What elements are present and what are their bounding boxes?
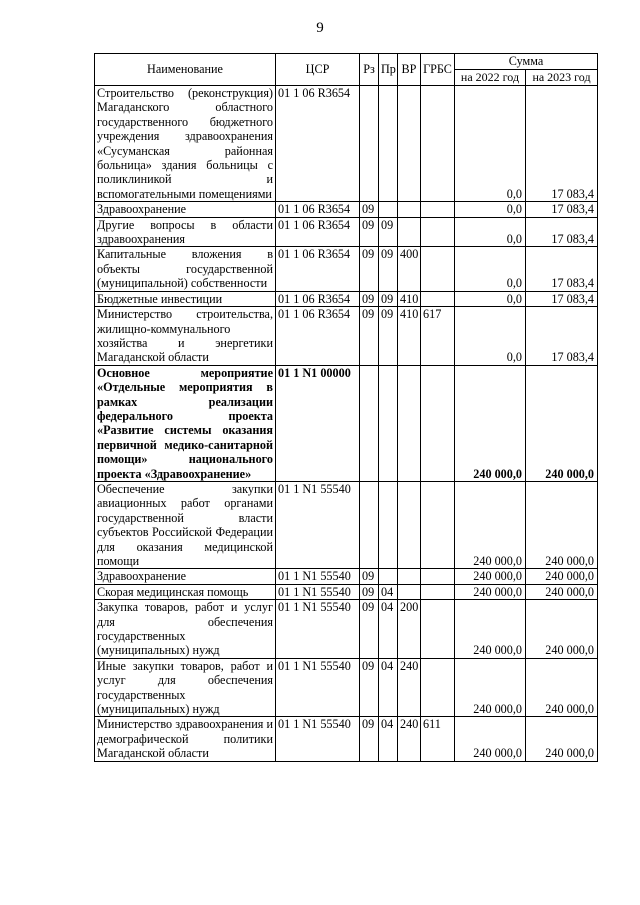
row-sum-2022: 240 000,0 [455, 658, 526, 717]
table-row [95, 569, 598, 584]
row-sum-2023: 240 000,0 [526, 569, 598, 584]
row-sum-2022: 240 000,0 [455, 365, 526, 481]
row-name: Министерство здравоохранения и демографической политики Магаданской области [95, 717, 276, 761]
row-name: Иные закупки товаров, работ и услуг для обеспечения государственных (муниципальных) нужд [95, 658, 276, 717]
row-csr: 01 1 N1 55540 [276, 481, 360, 568]
row-sum-2023: 17 083,4 [526, 247, 598, 291]
row-name: Закупка товаров, работ и услуг для обеспечения государственных (муниципальных) нужд [95, 600, 276, 659]
row-grbs: 611 [421, 717, 455, 761]
table-row [95, 291, 598, 306]
row-pr [379, 569, 398, 584]
table-row [95, 658, 598, 717]
row-name: Здравоохранение [95, 569, 276, 584]
row-csr: 01 1 N1 55540 [276, 717, 360, 761]
row-rz: 09 [360, 202, 379, 217]
row-grbs [421, 365, 455, 481]
row-vr: 400 [398, 247, 421, 291]
row-name: Бюджетные инвестиции [95, 291, 276, 306]
row-rz: 09 [360, 247, 379, 291]
row-rz: 09 [360, 291, 379, 306]
row-grbs [421, 600, 455, 659]
row-sum-2022: 240 000,0 [455, 584, 526, 599]
row-rz: 09 [360, 658, 379, 717]
row-rz [360, 86, 379, 202]
row-rz: 09 [360, 717, 379, 761]
budget-table [94, 53, 598, 762]
row-sum-2022: 0,0 [455, 86, 526, 202]
row-sum-2022: 240 000,0 [455, 600, 526, 659]
row-csr: 01 1 06 R3654 [276, 291, 360, 306]
row-rz [360, 365, 379, 481]
row-grbs [421, 658, 455, 717]
row-sum-2022: 0,0 [455, 307, 526, 366]
table-row [95, 247, 598, 291]
row-grbs [421, 569, 455, 584]
row-sum-2023: 240 000,0 [526, 584, 598, 599]
row-pr [379, 86, 398, 202]
row-pr: 09 [379, 291, 398, 306]
row-grbs: 617 [421, 307, 455, 366]
row-vr [398, 481, 421, 568]
row-sum-2023: 17 083,4 [526, 307, 598, 366]
row-name: Скорая медицинская помощь [95, 584, 276, 599]
row-vr: 240 [398, 717, 421, 761]
page-number: 9 [316, 20, 324, 36]
header-year-2022: на 2022 год [455, 70, 526, 86]
row-vr [398, 584, 421, 599]
row-vr [398, 217, 421, 247]
row-csr: 01 1 N1 55540 [276, 584, 360, 599]
row-sum-2023: 240 000,0 [526, 600, 598, 659]
row-sum-2023: 17 083,4 [526, 86, 598, 202]
row-pr [379, 481, 398, 568]
row-vr: 410 [398, 291, 421, 306]
header-sum: Сумма [455, 54, 598, 70]
row-rz: 09 [360, 584, 379, 599]
row-sum-2022: 0,0 [455, 291, 526, 306]
row-grbs [421, 291, 455, 306]
row-vr: 240 [398, 658, 421, 717]
row-sum-2023: 17 083,4 [526, 202, 598, 217]
row-grbs [421, 584, 455, 599]
row-name: Обеспечение закупки авиационных работ органами государственной власти субъектов Российской Федерации для оказания медицинской помощи [95, 481, 276, 568]
row-vr: 200 [398, 600, 421, 659]
row-rz: 09 [360, 217, 379, 247]
row-grbs [421, 86, 455, 202]
table-row [95, 481, 598, 568]
table-row [95, 717, 598, 761]
header-grbs: ГРБС [421, 54, 455, 86]
table-row [95, 584, 598, 599]
row-sum-2023: 17 083,4 [526, 291, 598, 306]
row-vr [398, 365, 421, 481]
row-sum-2023: 240 000,0 [526, 365, 598, 481]
header-rz: Рз [360, 54, 379, 86]
table-row [95, 365, 598, 481]
row-sum-2023: 17 083,4 [526, 217, 598, 247]
row-name: Капитальные вложения в объекты государственной (муниципальной) собственности [95, 247, 276, 291]
row-rz [360, 481, 379, 568]
row-pr: 04 [379, 717, 398, 761]
row-name: Министерство строительства, жилищно-коммунального хозяйства и энергетики Магаданской области [95, 307, 276, 366]
row-csr: 01 1 06 R3654 [276, 307, 360, 366]
row-grbs [421, 481, 455, 568]
row-name: Строительство (реконструкция) Магаданского областного государственного бюджетного учреждения здравоохранения «Сусуманская районная больница» здания больницы с поликлиникой и вспомогательными помещениями [95, 86, 276, 202]
row-csr: 01 1 06 R3654 [276, 217, 360, 247]
row-csr: 01 1 N1 55540 [276, 569, 360, 584]
row-sum-2022: 0,0 [455, 202, 526, 217]
header-vr: ВР [398, 54, 421, 86]
row-grbs [421, 217, 455, 247]
row-name: Основное мероприятие «Отдельные мероприятия в рамках реализации федерального проекта «Развитие системы оказания первичной медико-санитарной помощи» национального проекта «Здравоохранение» [95, 365, 276, 481]
row-csr: 01 1 06 R3654 [276, 247, 360, 291]
row-vr [398, 569, 421, 584]
row-csr: 01 1 06 R3654 [276, 202, 360, 217]
row-grbs [421, 247, 455, 291]
row-rz: 09 [360, 600, 379, 659]
row-sum-2022: 240 000,0 [455, 717, 526, 761]
row-rz: 09 [360, 307, 379, 366]
row-pr: 09 [379, 247, 398, 291]
header-csr: ЦСР [276, 54, 360, 86]
row-sum-2023: 240 000,0 [526, 481, 598, 568]
row-sum-2022: 240 000,0 [455, 569, 526, 584]
table-row [95, 202, 598, 217]
row-pr: 04 [379, 584, 398, 599]
row-vr [398, 202, 421, 217]
table-row [95, 307, 598, 366]
row-sum-2023: 240 000,0 [526, 658, 598, 717]
row-csr: 01 1 N1 55540 [276, 600, 360, 659]
row-sum-2022: 0,0 [455, 247, 526, 291]
row-csr: 01 1 N1 55540 [276, 658, 360, 717]
row-pr: 09 [379, 217, 398, 247]
row-sum-2022: 240 000,0 [455, 481, 526, 568]
row-grbs [421, 202, 455, 217]
row-vr: 410 [398, 307, 421, 366]
row-name: Здравоохранение [95, 202, 276, 217]
header-year-2023: на 2023 год [526, 70, 598, 86]
row-pr: 04 [379, 600, 398, 659]
row-sum-2022: 0,0 [455, 217, 526, 247]
table-row [95, 217, 598, 247]
row-pr [379, 202, 398, 217]
row-vr [398, 86, 421, 202]
row-csr: 01 1 N1 00000 [276, 365, 360, 481]
row-name: Другие вопросы в области здравоохранения [95, 217, 276, 247]
row-rz: 09 [360, 569, 379, 584]
header-name: Наименование [95, 54, 276, 86]
row-pr: 09 [379, 307, 398, 366]
table-row [95, 86, 598, 202]
row-sum-2023: 240 000,0 [526, 717, 598, 761]
row-pr [379, 365, 398, 481]
row-csr: 01 1 06 R3654 [276, 86, 360, 202]
header-pr: Пр [379, 54, 398, 86]
table-row [95, 600, 598, 659]
row-pr: 04 [379, 658, 398, 717]
